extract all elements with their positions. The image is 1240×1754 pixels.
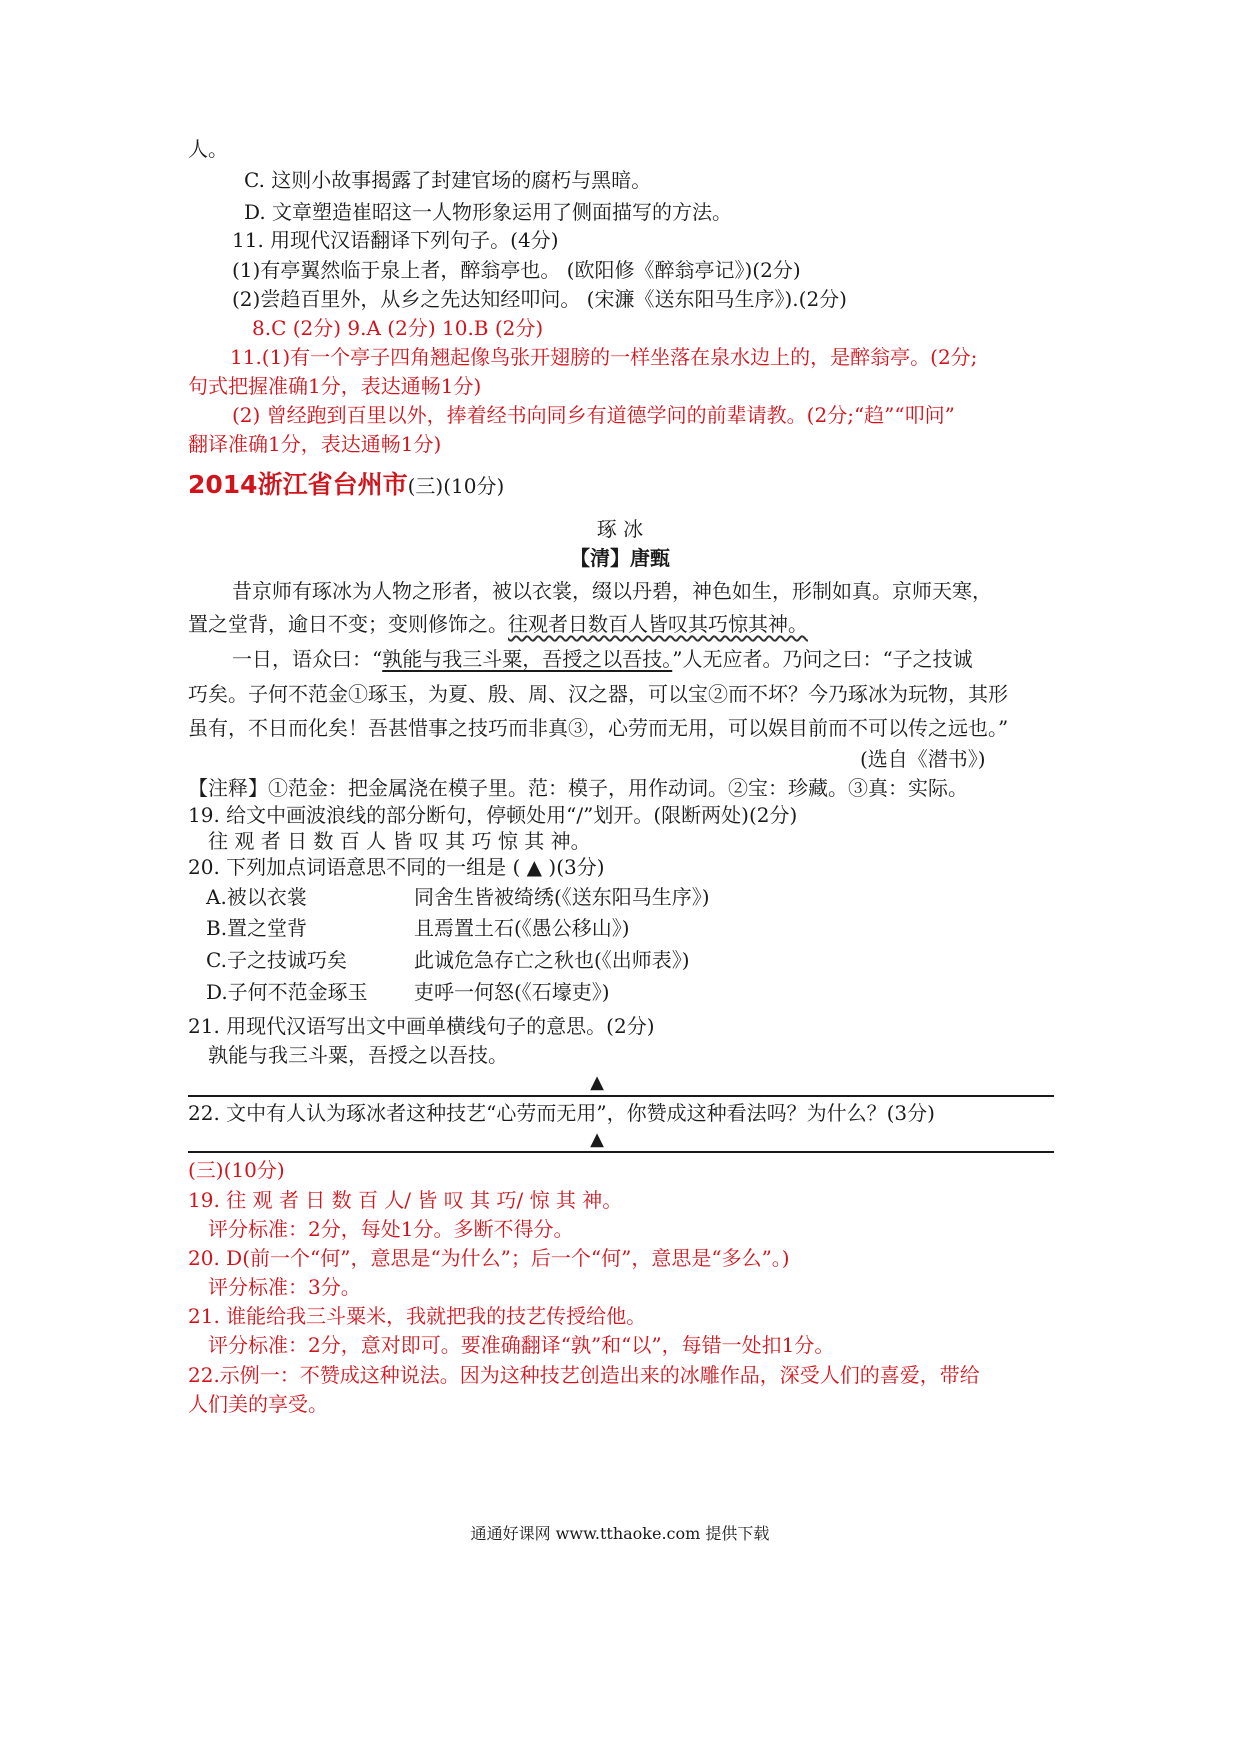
question-11-1: (1)有亭翼然临于泉上者，醉翁亭也。 (欧阳修《醉翁亭记》)(2分) bbox=[232, 258, 801, 282]
answer-21: 21. 谁能给我三斗粟米，我就把我的技艺传授给他。 bbox=[188, 1304, 647, 1328]
question-21-text: 孰能与我三斗粟，吾授之以吾技。 bbox=[208, 1043, 508, 1067]
passage-title: 琢 冰 bbox=[596, 517, 644, 541]
q20-option-b bbox=[206, 915, 630, 941]
question-11-2: (2)尝趋百里外，从乡之先达知经叩问。 (宋濂《送东阳马生序》).(2分) bbox=[232, 287, 847, 311]
q20-option-right: 且焉置土石(《愚公移山》) bbox=[414, 916, 630, 940]
answers-heading: (三)(10分) bbox=[188, 1158, 285, 1182]
q20-option-a bbox=[206, 884, 710, 910]
passage-p2-line1-a: 一日，语众曰：“ bbox=[232, 647, 383, 671]
q20-option-right: 此诚危急存亡之秋也(《出师表》) bbox=[414, 948, 690, 972]
passage-author: 【清】唐甄 bbox=[570, 546, 670, 570]
answer-20-standard: 评分标准：3分。 bbox=[208, 1275, 361, 1299]
question-22: 22. 文中有人认为琢冰者这种技艺“心劳而无用”，你赞成这种看法吗？为什么？(3分) bbox=[188, 1101, 935, 1125]
answer-11-2-b: 翻译准确1分，表达通畅1分) bbox=[188, 432, 442, 456]
section-subtitle: (三)(10分) bbox=[407, 474, 505, 498]
answer-line bbox=[188, 1151, 1054, 1153]
passage-p2-line2: 巧矣。子何不范金①琢玉，为夏、殷、周、汉之器，可以宝②而不坏？今乃琢冰为玩物，其形 bbox=[188, 682, 1008, 706]
passage-p2-line3: 虽有，不日而化矣！吾甚惜事之技巧而非真③，心劳而无用，可以娱目前而不可以传之远也。” bbox=[188, 716, 1009, 740]
q20-option-right: 吏呼一何怒(《石壕吏》) bbox=[414, 980, 610, 1004]
answer-20: 20. D(前一个“何”，意思是“为什么”；后一个“何”，意思是“多么”。) bbox=[188, 1246, 790, 1270]
passage-p1-line1: 昔京师有琢冰为人物之形者，被以衣裳，缀以丹碧，神色如生，形制如真。京师天寒， bbox=[232, 579, 992, 603]
answer-11-2-a: (2) 曾经跑到百里以外，捧着经书向同乡有道德学问的前辈请教。(2分;“趋”“叩问” bbox=[232, 403, 955, 427]
answer-21-standard: 评分标准：2分，意对即可。要准确翻译“孰”和“以”，每错一处扣1分。 bbox=[208, 1333, 835, 1357]
option-c: C. 这则小故事揭露了封建官场的腐朽与黑暗。 bbox=[244, 168, 652, 192]
question-19: 19. 给文中画波浪线的部分断句，停顿处用“/”划开。(限断两处)(2分) bbox=[188, 803, 798, 827]
question-19-text: 往 观 者 日 数 百 人 皆 叹 其 巧 惊 其 神。 bbox=[208, 829, 591, 853]
section-title-text: 2014浙江省台州市 bbox=[188, 470, 408, 499]
passage-notes: 【注释】①范金：把金属浇在模子里。范：模子，用作动词。②宝：珍藏。③真：实际。 bbox=[188, 776, 968, 800]
q20-option-left: D.子何不范金琢玉 bbox=[206, 980, 368, 1004]
answer-line bbox=[188, 1095, 1054, 1097]
answer-22-line2: 人们美的享受。 bbox=[188, 1392, 328, 1416]
answer-triangle-icon: ▲ bbox=[590, 1129, 604, 1150]
page-footer: 通通好课网 www.tthaoke.com 提供下载 bbox=[470, 1524, 770, 1543]
answer-triangle-icon: ▲ bbox=[590, 1072, 604, 1093]
question-21: 21. 用现代汉语写出文中画单横线句子的意思。(2分) bbox=[188, 1014, 655, 1038]
q20-option-left: B.置之堂背 bbox=[206, 916, 308, 940]
answer-19-standard: 评分标准：2分，每处1分。多断不得分。 bbox=[208, 1217, 574, 1241]
answer-11-1-a: 11.(1)有一个亭子四角翘起像鸟张开翅膀的一样坐落在泉水边上的，是醉翁亭。(2分; bbox=[230, 345, 978, 369]
option-d: D. 文章塑造崔昭这一人物形象运用了侧面描写的方法。 bbox=[244, 200, 733, 224]
passage-source: (选自《潜书》) bbox=[860, 747, 986, 771]
answer-19: 19. 往 观 者 日 数 百 人/ 皆 叹 其 巧/ 惊 其 神。 bbox=[188, 1188, 623, 1212]
answer-11-1-b: 句式把握准确1分，表达通畅1分) bbox=[188, 374, 482, 398]
passage-p2-line1 bbox=[232, 646, 973, 672]
section-title bbox=[188, 469, 504, 502]
underlined-sentence: 孰能与我三斗粟，吾授之以吾技。 bbox=[382, 647, 673, 671]
answer-mc: 8.C (2分) 9.A (2分) 10.B (2分) bbox=[252, 316, 544, 340]
prev-line-end: 人。 bbox=[188, 137, 228, 161]
passage-p2-line1-b: ”人无应者。乃问之曰：“子之技诚 bbox=[672, 647, 973, 671]
answer-22-line1: 22.示例一：不赞成这种说法。因为这种技艺创造出来的冰雕作品，深受人们的喜爱，带给 bbox=[188, 1363, 980, 1387]
q20-option-d bbox=[206, 979, 610, 1005]
passage-p1-line2-text: 置之堂背，逾日不变；变则修饰之。 bbox=[188, 612, 508, 636]
wavy-underlined-sentence: 往观者日数百人皆叹其巧惊其神。 bbox=[508, 612, 808, 636]
question-11: 11. 用现代汉语翻译下列句子。(4分) bbox=[232, 228, 559, 252]
question-20: 20. 下列加点词语意思不同的一组是 ( ▲ )(3分) bbox=[188, 855, 605, 879]
q20-option-left: C.子之技诚巧矣 bbox=[206, 948, 347, 972]
passage-p1-line2 bbox=[188, 611, 808, 637]
q20-option-c bbox=[206, 947, 690, 973]
q20-option-right: 同舍生皆被绮绣(《送东阳马生序》) bbox=[414, 885, 710, 909]
q20-option-left: A.被以衣裳 bbox=[206, 885, 307, 909]
